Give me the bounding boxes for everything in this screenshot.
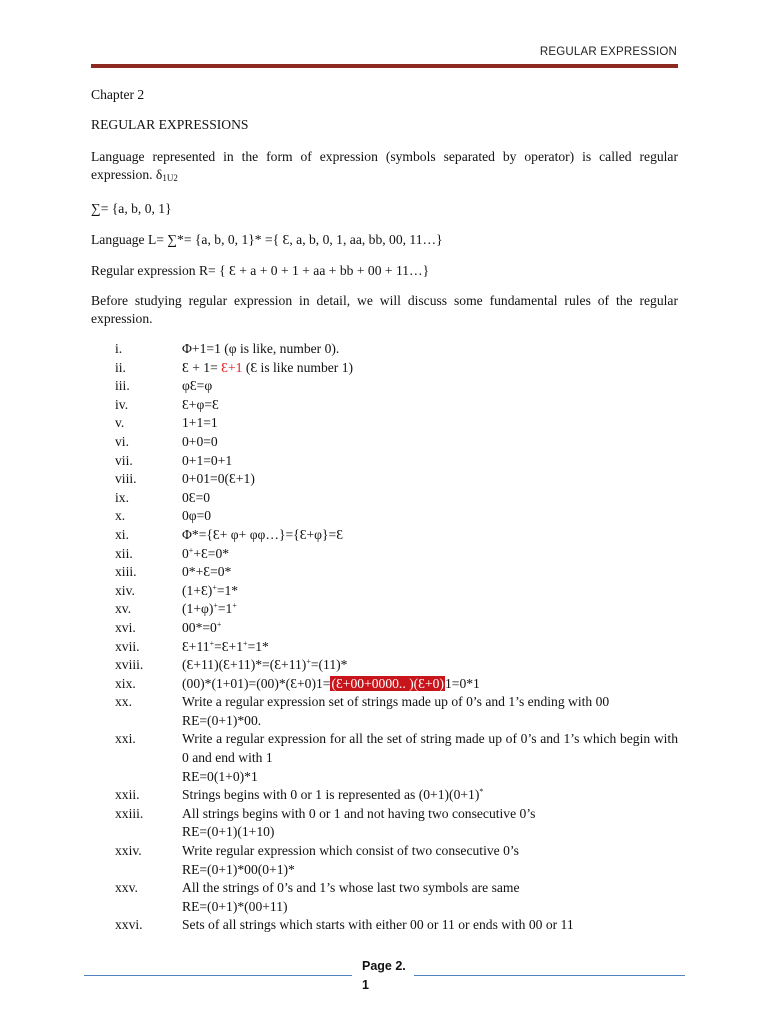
rule-number: xx. [115,694,132,710]
rule-text: 0+1=0+1 [182,452,233,468]
rule-number: xiii. [115,564,137,580]
rule-text [182,842,678,879]
rule-number: i. [115,341,123,356]
rule-number: xii. [115,545,133,561]
rule-text-part: (1+Ɛ) [182,582,213,598]
rule-text-part: =(11)* [310,657,348,673]
rule-text: 0φ=0 [182,508,212,524]
rule-text: 0Ɛ=0 [182,489,211,505]
rule-text-part: Ɛ + 1= [182,359,222,375]
page-label: Page 2. [362,959,406,973]
rule-line: All strings begins with 0 or 1 and not having two consecutive 0’s [182,805,536,821]
intro-text: Language represented in the form of expression (symbols separated by operator) is called regular expression. δ [91,149,678,182]
rule-item [91,916,678,935]
rule-highlight-box: (Ɛ+00+0000.. )(Ɛ+0) [331,675,444,691]
rule-superscript: * [479,787,484,797]
rule-item [91,582,678,601]
rule-text: Ɛ+φ=Ɛ [182,396,219,412]
rule-number: iii. [115,378,130,394]
page-sub: 1 [362,978,369,992]
rule-number: xix. [115,675,136,691]
rule-text-part: 1=0*1 [444,675,480,691]
intro-subscript: 1U2 [162,173,178,183]
rule-item [91,730,678,786]
rule-superscript: + [216,619,222,629]
rule-superscript: + [243,638,248,648]
rule-text [182,545,678,564]
rule-number: xxiii. [115,805,144,821]
rule-item [91,656,678,675]
rule-number: xi. [115,526,129,542]
rule-text [182,582,678,601]
rule-item [91,842,678,879]
rule-number: xvii. [115,638,140,654]
rule-line: RE=(0+1)*(00+11) [182,898,288,914]
rule-text-part: =1 [217,601,233,617]
rule-line: RE=(0+1)*00(0+1)* [182,861,295,877]
footer-rule-right [414,975,685,976]
rule-text [182,805,678,842]
rule-item [91,433,678,452]
rule-item [91,619,678,638]
rule-superscript: + [188,545,194,555]
rules-list [91,340,678,935]
rule-superscript: + [209,638,215,648]
rule-text [182,656,678,675]
rule-text-part: 00*=0 [182,619,217,635]
rule-number: xvi. [115,619,136,635]
rule-item [91,452,678,471]
rule-text: φƐ=φ [182,378,213,394]
rule-number: xv. [115,601,132,617]
rule-item [91,340,678,359]
rule-number: vii. [115,452,133,468]
rule-item [91,377,678,396]
rule-text [182,675,678,694]
rule-text: Φ+1=1 (φ is like, number 0). [182,341,340,356]
rules-intro-paragraph: Before studying regular expression in detail, we will discuss some fundamental rules of the regular expression. [91,293,678,326]
rule-item [91,414,678,433]
rule-text-part: (Ɛ is like number 1) [242,359,354,375]
rule-item [91,545,678,564]
language-definition: Language L= ∑*= {a, b, 0, 1}* ={ Ɛ, a, b, 0, 1, aa, bb, 00, 11…} [91,232,443,247]
rule-number: xxi. [115,731,136,747]
chapter-label: Chapter 2 [91,87,145,102]
rule-item [91,786,678,805]
footer-rule-left [84,975,352,976]
rule-number: xxii. [115,787,140,803]
rule-text-part: 0 [182,545,189,561]
rule-text: 0*+Ɛ=0* [182,564,232,580]
rule-item [91,563,678,582]
rule-item [91,507,678,526]
rule-text [182,730,678,786]
rule-text-part: Ɛ+11 [182,638,210,654]
rule-text [182,638,678,657]
rule-item [91,693,678,730]
rule-text: Sets of all strings which starts with either 00 or 11 or ends with 00 or 11 [182,917,574,933]
rule-item [91,879,678,916]
rule-text: 0+01=0(Ɛ+1) [182,471,255,487]
intro-paragraph [91,148,678,187]
rule-text-part: =Ɛ+1 [214,638,244,654]
rule-text-part: (00)*(1+01)=(00)*(Ɛ+0)1= [182,675,331,691]
rule-item [91,638,678,657]
footer-page-number [362,957,414,995]
running-header: REGULAR EXPRESSION [539,46,677,58]
rule-item [91,675,678,694]
regex-definition: Regular expression R= { Ɛ + a + 0 + 1 + aa + bb + 00 + 11…} [91,263,430,278]
rule-text: Φ*={Ɛ+ φ+ φφ…}={Ɛ+φ}=Ɛ [182,526,344,542]
rule-text-part: =1* [216,582,239,598]
rule-number: xviii. [115,657,144,673]
rule-number: vi. [115,433,129,449]
rule-number: v. [115,415,125,431]
rule-item [91,396,678,415]
rule-text [182,359,678,378]
rule-line: RE=(0+1)*00. [182,712,262,728]
rule-item [91,489,678,508]
rule-text [182,786,678,805]
rule-item [91,805,678,842]
rule-text-part: =1* [247,638,269,654]
rule-item [91,600,678,619]
rule-line: RE=(0+1)(1+10) [182,824,275,840]
rule-line: Write a regular expression for all the set of string made up of 0’s and 1’s which begin with 0 and end with 1 [182,731,678,766]
rule-highlight-red: Ɛ+1 [221,359,243,375]
rule-number: x. [115,508,126,524]
rule-text-part: Strings begins with 0 or 1 is represented as (0+1)(0+1) [182,787,480,803]
rule-line: Write a regular expression set of strings made up of 0’s and 1’s ending with 00 [182,694,610,710]
rule-superscript: + [212,582,217,592]
rule-number: iv. [115,396,129,412]
rule-number: xxiv. [115,843,142,859]
rule-superscript: + [306,657,311,667]
rule-text [182,600,678,619]
rule-number: viii. [115,471,137,487]
rule-number: xxvi. [115,917,143,933]
rule-number: ii. [115,359,126,375]
document-body [91,86,678,935]
rule-item [91,359,678,378]
rule-text [182,879,678,916]
rule-superscript: + [213,601,218,611]
rule-number: xxv. [115,880,138,896]
header-rule [91,64,678,68]
rule-text-part: (1+φ) [182,601,214,617]
rule-superscript: + [232,601,237,611]
rule-item [91,526,678,545]
rule-number: xiv. [115,582,135,598]
rule-line: RE=0(1+0)*1 [182,768,258,784]
rule-line: Write regular expression which consist of two consecutive 0’s [182,843,519,859]
rule-text-part: +Ɛ=0* [193,545,230,561]
sigma-definition: ∑= {a, b, 0, 1} [91,201,172,216]
rule-text-part: (Ɛ+11)(Ɛ+11)*=(Ɛ+11) [182,657,307,673]
rule-item [91,470,678,489]
rule-number: ix. [115,489,129,505]
rule-text [182,693,678,730]
rule-text: 0+0=0 [182,433,218,449]
section-title: REGULAR EXPRESSIONS [91,117,249,132]
rule-text: 1+1=1 [182,415,218,431]
rule-line: All the strings of 0’s and 1’s whose last two symbols are same [182,880,520,896]
rule-text [182,619,678,638]
